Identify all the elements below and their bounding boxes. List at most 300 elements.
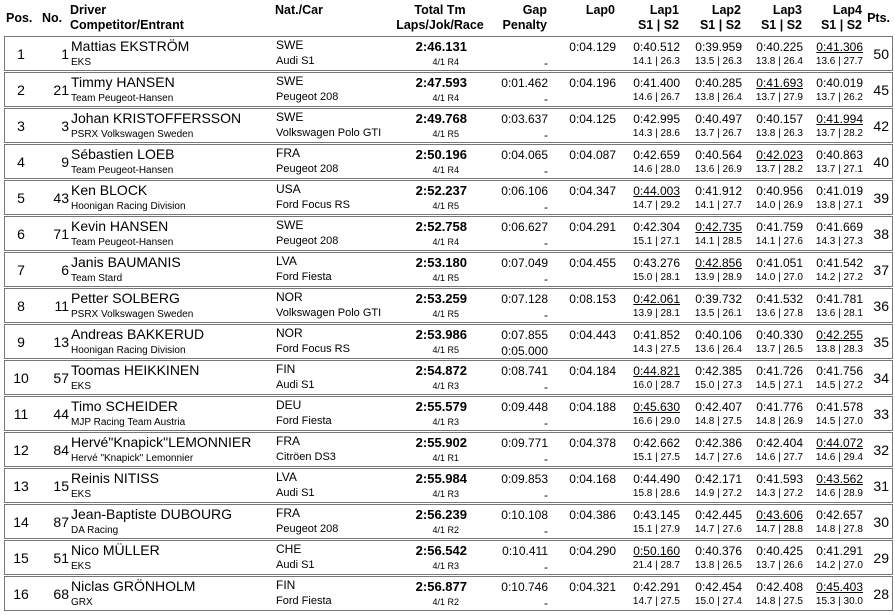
car-number-cell: 1 (61, 46, 69, 62)
nationality: FRA (276, 146, 300, 160)
position-cell: 10 (13, 370, 29, 386)
lap4-time: 0:40.019 (816, 76, 863, 90)
total-time: 2:56.542 (415, 543, 467, 558)
points-cell: 31 (873, 478, 889, 494)
penalty-time: - (544, 416, 548, 430)
penalty-time: - (544, 236, 548, 250)
table-row (4, 72, 893, 107)
nationality: FIN (276, 362, 296, 376)
lap2-time: 0:40.564 (695, 148, 742, 162)
entrant-name: EKS (71, 381, 92, 392)
car-number-cell: 15 (53, 478, 69, 494)
position-cell: 1 (17, 46, 25, 62)
table-header (0, 0, 895, 36)
lap1-time: 0:42.662 (633, 436, 680, 450)
position-cell: 16 (13, 586, 29, 602)
lap2-time: 0:42.171 (695, 472, 742, 486)
car-model: Ford Focus RS (276, 199, 350, 211)
car-number-cell: 44 (53, 406, 69, 422)
lap1-time: 0:42.061 (633, 292, 680, 306)
car-model: Ford Fiesta (276, 415, 332, 427)
points-cell: 30 (873, 514, 889, 530)
lap2-splits: 14.1 | 28.5 (694, 236, 742, 247)
laps-jokers-race: 4/1 R5 (432, 273, 459, 283)
lap1-time: 0:42.304 (633, 220, 680, 234)
car-model: Ford Focus RS (276, 343, 350, 355)
lap2-splits: 15.0 | 27.3 (694, 380, 742, 391)
lap4-time: 0:42.657 (816, 508, 863, 522)
laps-jokers-race: 4/1 R4 (432, 57, 459, 67)
header-gap: Gap (522, 3, 547, 17)
lap1-splits: 16.0 | 28.7 (632, 380, 680, 391)
position-cell: 4 (17, 154, 25, 170)
car-model: Audi S1 (276, 379, 315, 391)
lap1-time: 0:43.276 (633, 256, 680, 270)
lap3-time: 0:43.606 (756, 508, 803, 522)
table-row (4, 324, 893, 359)
total-time: 2:50.196 (415, 147, 467, 162)
gap-time: 0:07.855 (501, 328, 548, 342)
lap2-time: 0:42.407 (695, 400, 742, 414)
lap4-splits: 13.7 | 26.2 (815, 92, 863, 103)
lap4-splits: 14.8 | 27.8 (815, 524, 863, 535)
lap1-time: 0:40.512 (633, 40, 680, 54)
gap-time: 0:09.448 (501, 400, 548, 414)
lap1-splits: 15.0 | 28.1 (632, 272, 680, 283)
entrant-name: GRX (71, 597, 93, 608)
table-row (4, 36, 893, 71)
table-row (4, 144, 893, 179)
car-number-cell: 68 (53, 586, 69, 602)
nationality: USA (276, 182, 301, 196)
car-model: Ford Fiesta (276, 271, 332, 283)
lap3-time: 0:41.693 (756, 76, 803, 90)
lap0-time: 0:04.290 (569, 544, 616, 558)
header-pts: Pts. (867, 11, 890, 25)
gap-time: 0:10.108 (501, 508, 548, 522)
lap4-splits: 14.6 | 29.4 (815, 452, 863, 463)
car-number-cell: 21 (53, 82, 69, 98)
lap2-splits: 13.6 | 26.4 (694, 344, 742, 355)
header-penalty: Penalty (502, 18, 547, 32)
laps-jokers-race: 4/1 R4 (432, 93, 459, 103)
driver-name: Toomas HEIKKINEN (71, 362, 200, 378)
position-cell: 15 (13, 550, 29, 566)
lap1-splits: 14.7 | 29.2 (632, 200, 680, 211)
nationality: SWE (276, 110, 304, 124)
lap3-time: 0:40.425 (756, 544, 803, 558)
car-model: Volkswagen Polo GTI (276, 127, 382, 139)
entrant-name: EKS (71, 57, 92, 68)
lap4-splits: 15.3 | 30.0 (815, 596, 863, 607)
position-cell: 9 (17, 334, 25, 350)
gap-time: 0:06.106 (501, 184, 548, 198)
lap3-splits: 14.7 | 28.8 (755, 524, 803, 535)
header-no: No. (42, 11, 63, 25)
penalty-time: - (544, 380, 548, 394)
header-pos: Pos. (6, 11, 33, 25)
lap0-time: 0:04.125 (569, 112, 616, 126)
lap3-splits: 13.6 | 27.8 (755, 308, 803, 319)
laps-jokers-race: 4/1 R3 (432, 381, 459, 391)
driver-name: Ken BLOCK (71, 182, 148, 198)
lap4-time: 0:41.756 (816, 364, 863, 378)
lap1-time: 0:42.659 (633, 148, 680, 162)
laps-jokers-race: 4/1 R3 (432, 417, 459, 427)
nationality: FIN (276, 578, 296, 592)
points-cell: 45 (873, 82, 889, 98)
car-model: Peugeot 208 (276, 523, 339, 535)
lap4-time: 0:41.291 (816, 544, 863, 558)
position-cell: 5 (17, 190, 25, 206)
lap1-time: 0:44.490 (633, 472, 680, 486)
lap1-time: 0:45.630 (633, 400, 680, 414)
header-lap4: Lap4 (832, 3, 862, 17)
header-lap4-split: S1 | S2 (820, 18, 862, 32)
driver-name: Mattias EKSTRÖM (71, 38, 190, 54)
lap3-splits: 14.8 | 27.5 (755, 596, 803, 607)
laps-jokers-race: 4/1 R5 (432, 129, 459, 139)
lap3-splits: 13.8 | 26.4 (755, 56, 803, 67)
entrant-name: Team Peugeot-Hansen (71, 93, 174, 104)
entrant-name: Team Peugeot-Hansen (71, 237, 174, 248)
header-lap2: Lap2 (711, 3, 741, 17)
lap1-time: 0:50.160 (633, 544, 680, 558)
lap1-time: 0:42.291 (633, 580, 680, 594)
table-row (4, 504, 893, 539)
lap0-time: 0:04.168 (569, 472, 616, 486)
penalty-time: - (544, 200, 548, 214)
points-cell: 32 (873, 442, 889, 458)
penalty-time: - (544, 488, 548, 502)
total-time: 2:52.237 (415, 183, 467, 198)
lap1-splits: 14.6 | 26.7 (632, 92, 680, 103)
nationality: SWE (276, 38, 304, 52)
lap3-time: 0:41.759 (756, 220, 803, 234)
lap0-time: 0:04.455 (569, 256, 616, 270)
laps-jokers-race: 4/1 R5 (432, 345, 459, 355)
lap3-splits: 14.8 | 26.9 (755, 416, 803, 427)
position-cell: 13 (13, 478, 29, 494)
lap2-time: 0:42.386 (695, 436, 742, 450)
penalty-time: - (544, 164, 548, 178)
driver-name: Timo SCHEIDER (71, 398, 178, 414)
points-cell: 35 (873, 334, 889, 350)
lap2-time: 0:40.106 (695, 328, 742, 342)
lap3-time: 0:41.532 (756, 292, 803, 306)
car-number-cell: 3 (61, 118, 69, 134)
points-cell: 42 (873, 118, 889, 134)
gap-time: 0:10.746 (501, 580, 548, 594)
lap2-time: 0:42.856 (695, 256, 742, 270)
lap1-time: 0:43.145 (633, 508, 680, 522)
total-time: 2:53.180 (415, 255, 467, 270)
nationality: NOR (276, 326, 303, 340)
table-row (4, 180, 893, 215)
lap3-time: 0:40.956 (756, 184, 803, 198)
lap1-splits: 13.9 | 28.1 (632, 308, 680, 319)
lap2-time: 0:39.959 (695, 40, 742, 54)
lap3-splits: 14.6 | 27.7 (755, 452, 803, 463)
lap3-splits: 14.3 | 27.2 (755, 488, 803, 499)
lap2-splits: 14.9 | 27.2 (694, 488, 742, 499)
car-model: Audi S1 (276, 487, 315, 499)
header-nat-car: Nat./Car (275, 3, 323, 17)
table-row (4, 108, 893, 143)
penalty-time: - (544, 272, 548, 286)
penalty-time: - (544, 128, 548, 142)
total-time: 2:53.986 (415, 327, 467, 342)
lap3-splits: 14.0 | 26.9 (755, 200, 803, 211)
lap4-time: 0:41.019 (816, 184, 863, 198)
lap2-time: 0:40.497 (695, 112, 742, 126)
car-number-cell: 71 (53, 226, 69, 242)
points-cell: 40 (873, 154, 889, 170)
lap4-splits: 13.7 | 27.1 (815, 164, 863, 175)
lap2-splits: 13.8 | 26.4 (694, 92, 742, 103)
total-time: 2:55.579 (415, 399, 467, 414)
gap-time: 0:07.049 (501, 256, 548, 270)
laps-jokers-race: 4/1 R1 (432, 453, 459, 463)
nationality: LVA (276, 254, 297, 268)
lap2-time: 0:39.732 (695, 292, 742, 306)
lap1-time: 0:42.995 (633, 112, 680, 126)
lap3-time: 0:42.023 (756, 148, 803, 162)
points-cell: 33 (873, 406, 889, 422)
header-lap1: Lap1 (649, 3, 679, 17)
lap1-splits: 15.8 | 28.6 (632, 488, 680, 499)
laps-jokers-race: 4/1 R2 (432, 525, 459, 535)
lap4-time: 0:41.578 (816, 400, 863, 414)
lap2-time: 0:41.912 (695, 184, 742, 198)
nationality: CHE (276, 542, 302, 556)
car-number-cell: 9 (61, 154, 69, 170)
lap4-splits: 14.2 | 27.0 (815, 560, 863, 571)
points-cell: 28 (873, 586, 889, 602)
header-lap3-split: S1 | S2 (760, 18, 802, 32)
lap1-splits: 14.3 | 28.6 (632, 128, 680, 139)
lap0-time: 0:04.196 (569, 76, 616, 90)
lap4-time: 0:42.255 (816, 328, 863, 342)
nationality: DEU (276, 398, 302, 412)
lap4-splits: 14.5 | 27.2 (815, 380, 863, 391)
header-lap3: Lap3 (772, 3, 802, 17)
car-number-cell: 87 (53, 514, 69, 530)
driver-name: Kevin HANSEN (71, 218, 169, 234)
driver-name: Timmy HANSEN (71, 74, 175, 90)
laps-jokers-race: 4/1 R4 (432, 237, 459, 247)
lap4-splits: 14.3 | 27.3 (815, 236, 863, 247)
penalty-time: - (544, 596, 548, 610)
position-cell: 3 (17, 118, 25, 134)
header-lap2-split: S1 | S2 (699, 18, 741, 32)
table-row (4, 432, 893, 467)
lap0-time: 0:04.347 (569, 184, 616, 198)
lap1-splits: 16.6 | 29.0 (632, 416, 680, 427)
car-number-cell: 84 (53, 442, 69, 458)
lap3-time: 0:41.051 (756, 256, 803, 270)
nationality: SWE (276, 74, 304, 88)
lap1-splits: 15.1 | 27.1 (632, 236, 680, 247)
entrant-name: PSRX Volkswagen Sweden (71, 309, 194, 320)
laps-jokers-race: 4/1 R5 (432, 309, 459, 319)
laps-jokers-race: 4/1 R5 (432, 201, 459, 211)
lap3-time: 0:40.225 (756, 40, 803, 54)
lap1-time: 0:44.821 (633, 364, 680, 378)
car-model: Audi S1 (276, 559, 315, 571)
nationality: NOR (276, 290, 303, 304)
car-number-cell: 13 (53, 334, 69, 350)
entrant-name: Hervé "Knapick" Lemonnier (71, 453, 194, 464)
lap3-time: 0:41.726 (756, 364, 803, 378)
lap4-splits: 14.5 | 27.0 (815, 416, 863, 427)
lap1-splits: 14.1 | 26.3 (632, 56, 680, 67)
lap3-time: 0:42.404 (756, 436, 803, 450)
lap3-splits: 14.5 | 27.1 (755, 380, 803, 391)
gap-time: 0:03.637 (501, 112, 548, 126)
points-cell: 34 (873, 370, 889, 386)
penalty-time: - (544, 308, 548, 322)
lap2-splits: 13.5 | 26.1 (694, 308, 742, 319)
lap2-time: 0:42.454 (695, 580, 742, 594)
points-cell: 38 (873, 226, 889, 242)
lap2-time: 0:40.285 (695, 76, 742, 90)
car-number-cell: 11 (54, 298, 69, 314)
header-lap1-split: S1 | S2 (637, 18, 679, 32)
lap3-splits: 13.7 | 28.2 (755, 164, 803, 175)
lap0-time: 0:04.321 (569, 580, 616, 594)
driver-name: Janis BAUMANIS (71, 254, 181, 270)
lap3-time: 0:40.330 (756, 328, 803, 342)
entrant-name: MJP Racing Team Austria (71, 417, 186, 428)
lap4-time: 0:45.403 (816, 580, 863, 594)
total-time: 2:55.984 (415, 471, 467, 486)
header-driver: Driver (70, 3, 107, 17)
table-row (4, 216, 893, 251)
gap-time: 0:06.627 (501, 220, 548, 234)
lap4-time: 0:41.669 (816, 220, 863, 234)
lap2-splits: 13.8 | 26.5 (694, 560, 742, 571)
car-number-cell: 51 (53, 550, 69, 566)
lap3-splits: 14.1 | 27.6 (755, 236, 803, 247)
lap4-splits: 13.8 | 28.3 (815, 344, 863, 355)
driver-name: Johan KRISTOFFERSSON (71, 110, 242, 126)
penalty-time: 0:05.000 (501, 344, 548, 358)
position-cell: 8 (17, 298, 25, 314)
lap4-splits: 13.7 | 28.2 (815, 128, 863, 139)
total-time: 2:55.902 (415, 435, 467, 450)
nationality: SWE (276, 218, 304, 232)
table-row (4, 468, 893, 503)
lap3-time: 0:41.593 (756, 472, 803, 486)
driver-name: Sébastien LOEB (71, 146, 175, 162)
lap1-time: 0:41.400 (633, 76, 680, 90)
header-laps: Laps/Jok/Race (396, 18, 484, 32)
penalty-time: - (544, 452, 548, 466)
total-time: 2:46.131 (415, 39, 467, 54)
entrant-name: Team Stard (71, 273, 123, 284)
lap4-splits: 13.6 | 28.1 (815, 308, 863, 319)
car-model: Ford Fiesta (276, 595, 332, 607)
points-cell: 29 (873, 550, 889, 566)
lap1-splits: 15.1 | 27.5 (632, 452, 680, 463)
lap1-time: 0:44.003 (633, 184, 680, 198)
points-cell: 36 (873, 298, 889, 314)
driver-name: Petter SOLBERG (71, 290, 180, 306)
car-model: Citröen DS3 (276, 451, 336, 463)
car-number-cell: 57 (53, 370, 69, 386)
lap4-time: 0:44.072 (816, 436, 863, 450)
lap3-splits: 14.0 | 27.0 (755, 272, 803, 283)
table-row (4, 396, 893, 431)
table-row (4, 360, 893, 395)
entrant-name: Hoonigan Racing Division (71, 345, 186, 356)
lap3-time: 0:40.157 (756, 112, 803, 126)
total-time: 2:47.593 (415, 75, 467, 90)
gap-time: 0:07.128 (501, 292, 548, 306)
laps-jokers-race: 4/1 R3 (432, 489, 459, 499)
lap2-splits: 14.7 | 27.6 (694, 452, 742, 463)
lap0-time: 0:04.188 (569, 400, 616, 414)
lap3-splits: 13.8 | 26.3 (755, 128, 803, 139)
lap4-splits: 14.2 | 27.2 (815, 272, 863, 283)
lap4-splits: 13.6 | 27.7 (815, 56, 863, 67)
table-row (4, 540, 893, 575)
lap0-time: 0:04.184 (569, 364, 616, 378)
total-time: 2:53.259 (415, 291, 467, 306)
lap3-time: 0:41.776 (756, 400, 803, 414)
lap4-time: 0:41.306 (816, 40, 863, 54)
lap4-time: 0:41.542 (816, 256, 863, 270)
driver-name: Nico MÜLLER (71, 542, 160, 558)
laps-jokers-race: 4/1 R2 (432, 597, 459, 607)
points-cell: 37 (873, 262, 889, 278)
points-cell: 39 (873, 190, 889, 206)
table-row (4, 288, 893, 323)
header-lap0: Lap0 (585, 3, 615, 17)
total-time: 2:56.877 (415, 579, 467, 594)
lap2-splits: 15.0 | 27.4 (694, 596, 742, 607)
driver-name: Reinis NITISS (71, 470, 159, 486)
driver-name: Niclas GRÖNHOLM (71, 578, 196, 594)
lap0-time: 0:04.129 (569, 40, 616, 54)
position-cell: 6 (17, 226, 25, 242)
lap2-splits: 13.5 | 26.3 (694, 56, 742, 67)
driver-name: Jean-Baptiste DUBOURG (71, 506, 233, 522)
lap3-splits: 13.7 | 26.6 (755, 560, 803, 571)
total-time: 2:56.239 (415, 507, 467, 522)
lap2-time: 0:42.385 (695, 364, 742, 378)
lap4-splits: 14.6 | 28.9 (815, 488, 863, 499)
table-row (4, 576, 893, 611)
lap0-time: 0:04.087 (569, 148, 616, 162)
entrant-name: Team Peugeot-Hansen (71, 165, 174, 176)
gap-time: 0:09.771 (501, 436, 548, 450)
position-cell: 12 (13, 442, 29, 458)
entrant-name: EKS (71, 489, 92, 500)
lap1-splits: 14.3 | 27.5 (632, 344, 680, 355)
lap2-splits: 14.1 | 27.7 (694, 200, 742, 211)
lap4-time: 0:40.863 (816, 148, 863, 162)
lap3-splits: 13.7 | 27.9 (755, 92, 803, 103)
lap2-splits: 13.7 | 26.7 (694, 128, 742, 139)
gap-time: 0:08.741 (501, 364, 548, 378)
position-cell: 7 (17, 262, 25, 278)
total-time: 2:52.758 (415, 219, 467, 234)
laps-jokers-race: 4/1 R3 (432, 561, 459, 571)
lap2-time: 0:42.735 (695, 220, 742, 234)
car-model: Audi S1 (276, 55, 315, 67)
